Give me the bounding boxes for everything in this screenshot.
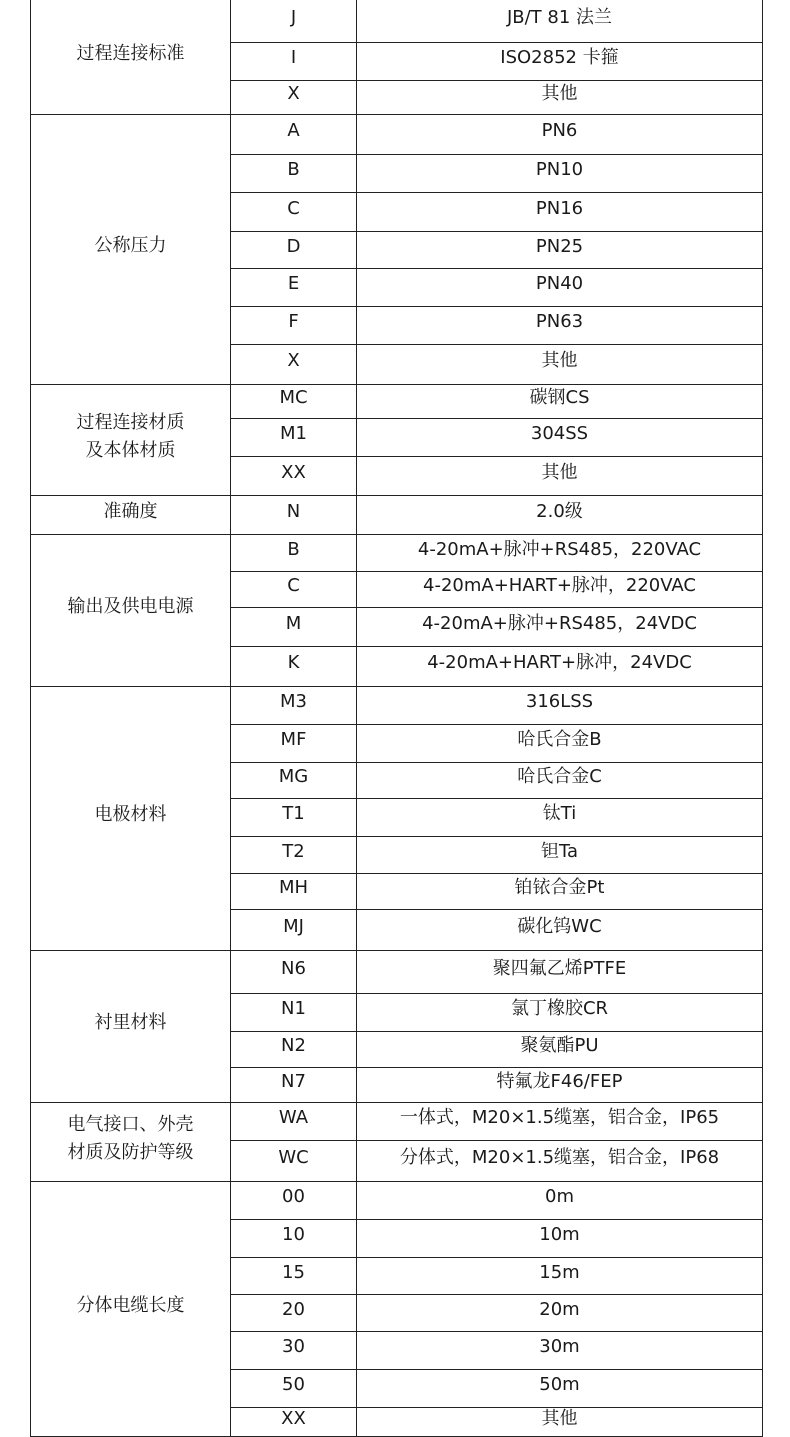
option-code: M: [285, 612, 302, 634]
option-description: 15m: [539, 1261, 580, 1283]
group-label-line: 过程连接标准: [76, 43, 185, 65]
option-code: D: [286, 235, 301, 257]
option-description: 0m: [545, 1186, 574, 1208]
option-code: WC: [278, 1146, 309, 1168]
option-description: 其他: [541, 350, 578, 372]
group-label: [31, 111, 230, 381]
option-description: 2.0级: [536, 500, 583, 522]
option-code: I: [290, 47, 297, 69]
option-code: A: [287, 120, 300, 142]
option-description: 304SS: [530, 423, 589, 445]
option-code: E: [287, 273, 300, 295]
option-description: PN10: [535, 159, 584, 181]
option-code: WA: [278, 1107, 309, 1129]
option-description: 特氟龙F46/FEP: [496, 1070, 623, 1092]
option-description: 20m: [539, 1298, 580, 1320]
option-description: 4-20mA+HART+脉冲，220VAC: [423, 575, 696, 597]
table-vertical-rule: [762, 0, 763, 1436]
option-description: 分体式，M20×1.5缆塞，铝合金，IP68: [399, 1146, 720, 1168]
option-description: PN6: [541, 120, 578, 142]
group-label-line: 输出及供电电源: [67, 596, 194, 618]
option-code: MC: [279, 387, 308, 409]
option-code: B: [287, 538, 300, 560]
option-code: C: [287, 575, 300, 597]
option-code: 10: [282, 1224, 305, 1246]
option-code: 15: [282, 1261, 305, 1283]
option-code: N7: [281, 1070, 306, 1092]
group-label-line: 分体电缆长度: [76, 1294, 185, 1316]
option-code: N6: [281, 957, 306, 979]
option-description: 4-20mA+脉冲+RS485，220VAC: [417, 538, 702, 560]
option-description: 316LSS: [525, 691, 594, 713]
option-code: M3: [280, 691, 307, 713]
option-description: 其他: [541, 83, 578, 105]
option-description: 哈氏合金C: [517, 766, 602, 788]
option-description: 50m: [539, 1374, 580, 1396]
group-label: [31, 0, 230, 111]
option-description: 碳钢CS: [529, 387, 590, 409]
option-code: K: [287, 652, 300, 674]
group-label-line: 过程连接材质: [76, 411, 185, 433]
option-code: 30: [282, 1336, 305, 1358]
group-label-line: 及本体材质: [85, 439, 176, 461]
option-code: T1: [282, 803, 305, 825]
option-description: 哈氏合金B: [517, 729, 602, 751]
option-description: 其他: [541, 1407, 578, 1429]
option-code: B: [287, 159, 300, 181]
group-label: [31, 1099, 230, 1178]
group-label-line: 准确度: [103, 500, 158, 522]
option-description: 钽Ta: [540, 840, 579, 862]
option-code: MG: [278, 766, 309, 788]
option-code: F: [288, 311, 299, 333]
option-description: 4-20mA+HART+脉冲，24VDC: [427, 652, 692, 674]
option-description: 4-20mA+脉冲+RS485，24VDC: [422, 612, 697, 634]
option-description: PN16: [535, 197, 584, 219]
group-label-line: 电气接口、外壳: [67, 1113, 194, 1135]
option-description: 碳化钨WC: [517, 915, 602, 937]
option-code: MH: [278, 877, 309, 899]
option-description: ISO2852 卡箍: [500, 47, 619, 69]
option-code: X: [287, 83, 300, 105]
option-code: J: [290, 7, 297, 29]
option-description: PN40: [535, 273, 584, 295]
option-description: 其他: [541, 461, 578, 483]
option-code: M1: [280, 423, 307, 445]
option-code: N: [286, 500, 301, 522]
option-description: 聚四氟乙烯PTFE: [492, 957, 627, 979]
group-label-line: 电极材料: [94, 804, 167, 826]
group-label: [31, 1178, 230, 1433]
group-label: [31, 947, 230, 1099]
option-description: 聚氨酯PU: [520, 1035, 599, 1057]
group-label: [31, 683, 230, 947]
option-code: XX: [281, 461, 306, 483]
option-description: JB/T 81 法兰: [506, 7, 613, 29]
group-label-line: 材质及防护等级: [67, 1141, 194, 1163]
option-description: 一体式，M20×1.5缆塞，铝合金，IP65: [399, 1107, 720, 1129]
option-description: 30m: [539, 1336, 580, 1358]
option-description: 钛Ti: [542, 803, 577, 825]
option-description: 氯丁橡胶CR: [510, 998, 609, 1020]
option-description: PN25: [535, 235, 584, 257]
option-code: 00: [282, 1186, 305, 1208]
option-description: PN63: [535, 311, 584, 333]
option-code: MJ: [283, 915, 304, 937]
option-code: 50: [282, 1374, 305, 1396]
group-label: [31, 381, 230, 492]
option-code: 20: [282, 1298, 305, 1320]
option-code: T2: [282, 840, 305, 862]
option-description: 10m: [539, 1224, 580, 1246]
group-label-line: 公称压力: [94, 235, 167, 257]
option-code: MF: [280, 729, 307, 751]
option-description: 铂铱合金Pt: [514, 877, 605, 899]
group-label: [31, 531, 230, 683]
group-label: [31, 492, 230, 531]
group-label-line: 衬里材料: [94, 1012, 167, 1034]
option-code: N2: [281, 1035, 306, 1057]
option-code: N1: [281, 998, 306, 1020]
option-code: C: [287, 197, 300, 219]
option-code: X: [287, 350, 300, 372]
option-code: XX: [281, 1407, 306, 1429]
